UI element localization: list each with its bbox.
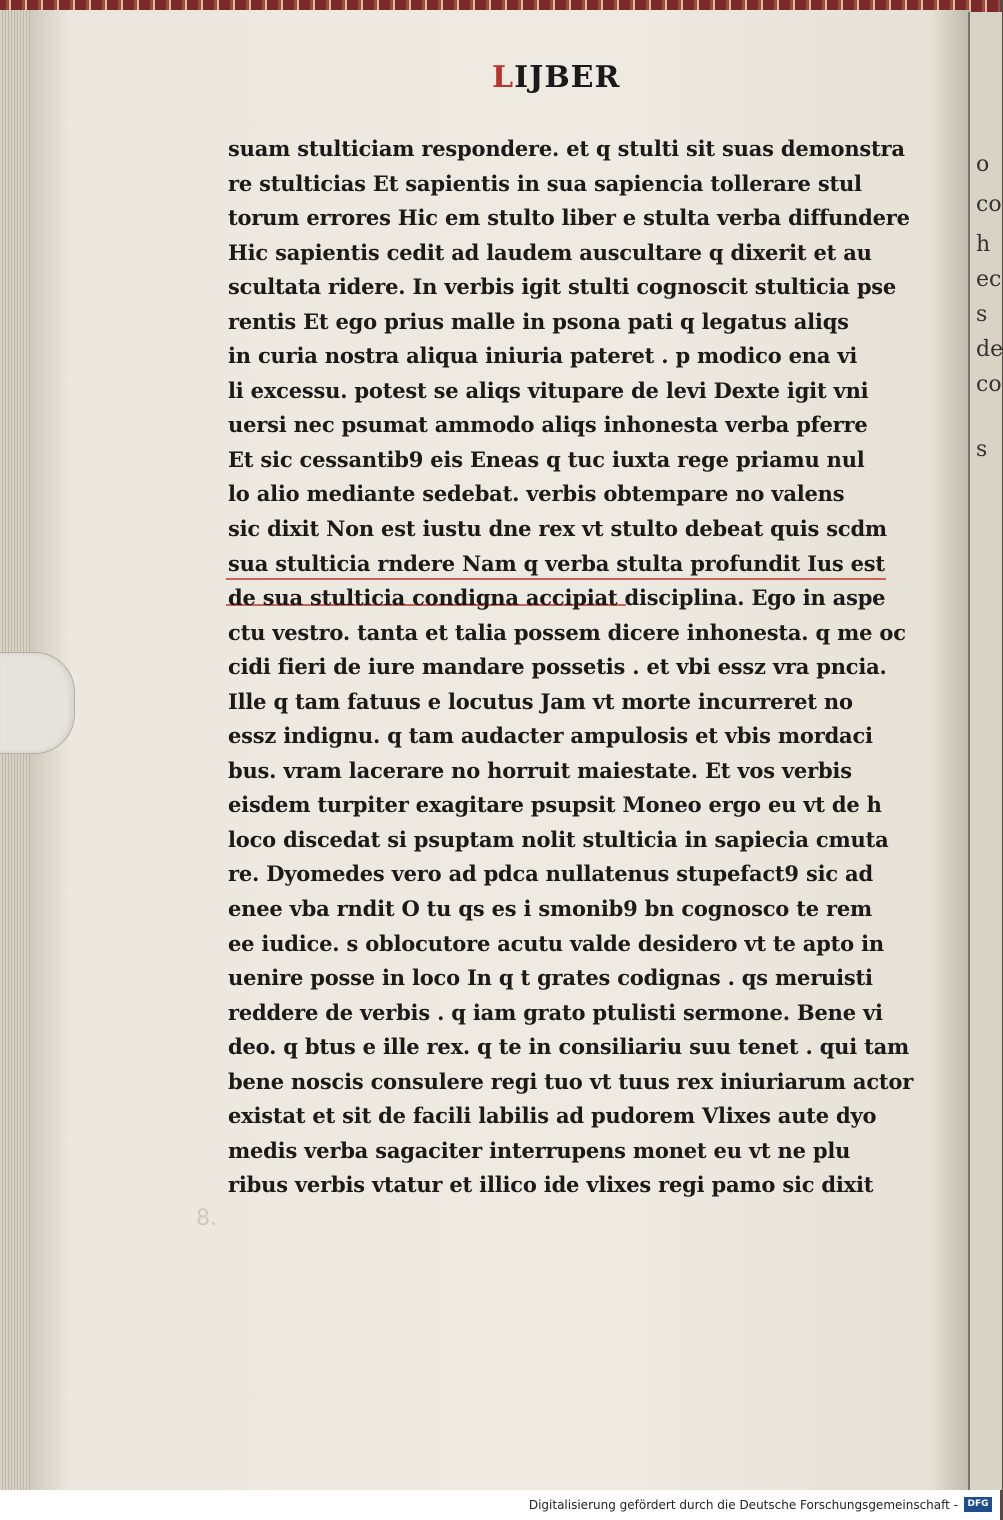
text-line: essz indignu. q tam audacter ampulosis et vbis mordaci xyxy=(228,723,873,749)
text-line: ribus verbis vtatur et illico ide vlixes regi pamo sic dixit xyxy=(228,1172,874,1198)
text-line: uenire posse in loco In q t grates codignas . qs meruisti xyxy=(228,965,873,991)
adjacent-page-edge xyxy=(968,12,1002,1490)
text-line: rentis Et ego prius malle in psona pati q legatus aliqs xyxy=(228,308,849,334)
text-line: eisdem turpiter exagitare psupsit Moneo ergo eu vt de h xyxy=(228,792,882,818)
text-line: suam stulticiam respondere. et q stulti sit suas demonstra xyxy=(228,136,905,161)
text-line: in curia nostra aliqua iniuria pateret . p modico ena vi xyxy=(228,343,858,369)
text-line: lo alio mediante sedebat. verbis obtempare no valens xyxy=(228,481,845,507)
adjacent-page-fragment: o xyxy=(976,152,990,177)
text-line: Et sic cessantib9 eis Eneas q tuc iuxta rege priamu nul xyxy=(228,446,865,472)
text-line: enee vba rndit O tu qs es i smonib9 bn cognosco te rem xyxy=(228,896,873,922)
text-line: re stulticias Et sapientis in sua sapiencia tollerare stul xyxy=(228,170,862,196)
text-line: ee iudice. s oblocutore acutu valde desidero vt te apto in xyxy=(228,930,884,956)
text-line: li excessu. potest se aliqs vitupare de levi Dexte igit vni xyxy=(228,377,869,403)
text-line: torum errores Hic em stulto liber e stulta verba diffundere xyxy=(228,205,910,231)
text-line: bene noscis consulere regi tuo vt tuus rex iniuriarum actor xyxy=(228,1068,914,1094)
book-clamp xyxy=(0,652,75,754)
footer-bar xyxy=(0,1490,1000,1520)
text-line: sic dixit Non est iustu dne rex vt stulto debeat quis scdm xyxy=(228,516,887,542)
text-line: scultata ridere. In verbis igit stulti cognoscit stulticia pse xyxy=(228,274,897,300)
funding-credit: Digitalisierung gefördert durch die Deutsche Forschungsgemeinschaft - xyxy=(528,1498,958,1512)
text-line: cidi fieri de iure mandare possetis . et vbi essz vra pncia. xyxy=(228,654,887,680)
adjacent-page-fragment: co xyxy=(976,192,1002,217)
text-line: reddere de verbis . q iam grato ptulisti sermone. Bene vi xyxy=(228,999,883,1025)
adjacent-page-fragment: de xyxy=(976,337,1003,362)
text-line: re. Dyomedes vero ad pdca nullatenus stupefact9 sic ad xyxy=(228,861,873,887)
text-line: loco discedat si psuptam nolit stulticia in sapiecia cmuta xyxy=(228,826,889,852)
text-line: Hic sapientis cedit ad laudem auscultare q dixerit et au xyxy=(228,239,872,265)
text-line: deo. q btus e ille rex. q te in consiliariu suu tenet . qui tam xyxy=(228,1034,910,1060)
text-line: Ille q tam fatuus e locutus Jam vt morte incurreret no xyxy=(228,688,853,714)
adjacent-page-fragment: co xyxy=(976,372,1002,397)
bleed-through-mark: 8. xyxy=(196,1206,217,1231)
text-line: uersi nec psumat ammodo aliqs inhonesta verba pferre xyxy=(228,412,868,438)
dfg-logo: DFG xyxy=(964,1497,992,1512)
adjacent-page-fragment: ec xyxy=(976,267,1002,292)
adjacent-page-fragment: h xyxy=(976,232,991,257)
text-line: ctu vestro. tanta et talia possem dicere inhonesta. q me oc xyxy=(228,619,906,645)
header-text: IJBER xyxy=(514,60,621,95)
text-line: medis verba sagaciter interrupens monet eu vt ne plu xyxy=(228,1137,851,1163)
header-rubric-initial: L xyxy=(492,60,515,95)
text-line: bus. vram lacerare no horruit maiestate. Et vos verbis xyxy=(228,757,852,783)
adjacent-page-fragment: s xyxy=(976,302,988,327)
text-line: existat et sit de facili labilis ad pudorem Vlixes aute dyo xyxy=(228,1103,877,1129)
text-block xyxy=(228,132,914,1203)
running-header xyxy=(492,60,632,104)
adjacent-page-fragment: s xyxy=(976,437,988,462)
text-line: de sua stulticia condigna accipiat disciplina. Ego in aspe xyxy=(228,585,886,611)
text-line: sua stulticia rndere Nam q verba stulta profundit Ius est xyxy=(228,550,885,576)
